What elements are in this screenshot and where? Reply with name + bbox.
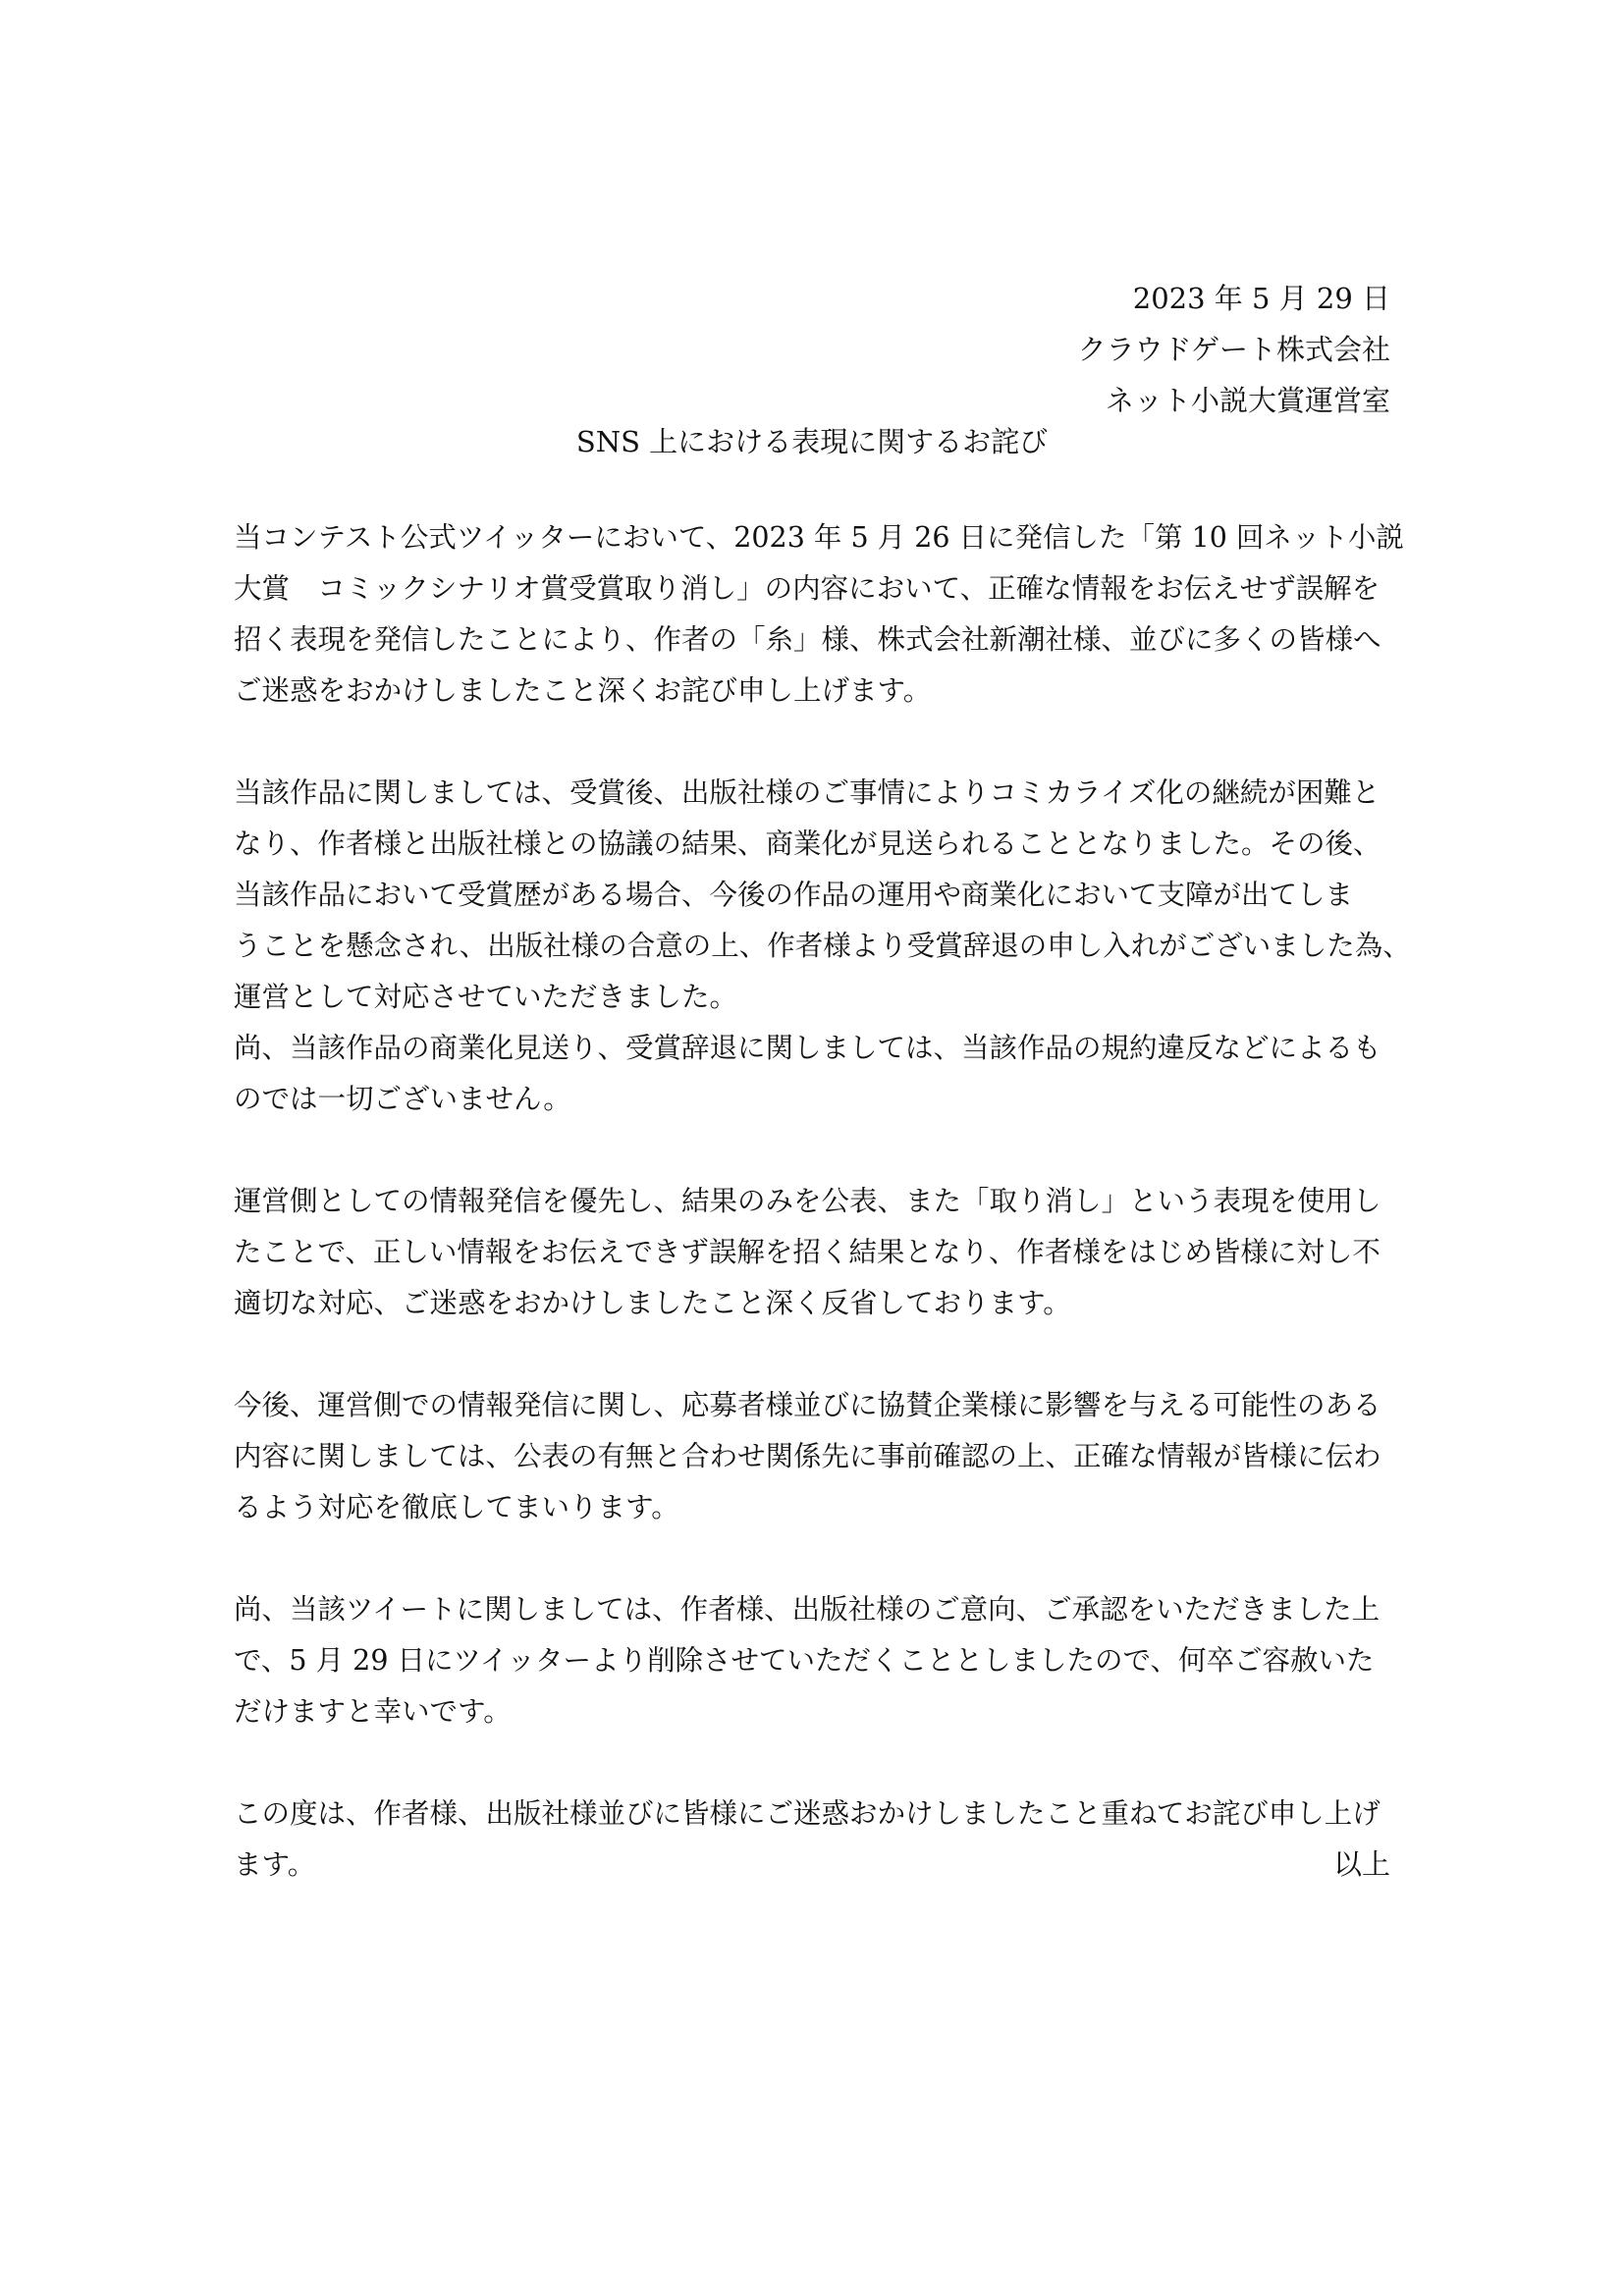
body-line: なり、作者様と出版社様との協議の結果、商業化が見送られることとなりました。その後、 (234, 828, 1381, 860)
body-line: ます。 (234, 1848, 316, 1881)
department-name: ネット小説大賞運営室 (1105, 384, 1390, 417)
issue-date: 2023 年 5 月 29 日 (1132, 282, 1390, 315)
document-body (234, 512, 1411, 1891)
body-line: ご迷惑をおかけしましたこと深くお詫び申し上げます。 (234, 674, 932, 707)
body-line: のでは一切ございません。 (234, 1083, 571, 1115)
body-line: うことを懸念され、出版社様の合意の上、作者様より受賞辞退の申し入れがございました為、 (234, 930, 1411, 962)
body-line: 当該作品において受賞歴がある場合、今後の作品の運用や商業化において支障が出てしま (234, 879, 1354, 911)
paragraph-apology (234, 512, 1404, 717)
body-line: 大賞 コミックシナリオ賞受賞取り消し」の内容において、正確な情報をお伝えせず誤解を (234, 572, 1380, 605)
body-line: たことで、正しい情報をお伝えできず誤解を招く結果となり、作者様をはじめ皆様に対し不 (234, 1236, 1380, 1268)
body-line: 尚、当該ツイートに関しましては、作者様、出版社様のご意向、ご承認をいただきました上 (234, 1593, 1380, 1626)
letter-header (1078, 273, 1390, 426)
body-line: この度は、作者様、出版社様並びに皆様にご迷惑おかけしましたこと重ねてお詫び申し上げ (234, 1797, 1380, 1830)
body-line: 適切な対応、ご迷惑をおかけしましたこと深く反省しております。 (234, 1287, 1071, 1319)
paragraph-final-apology (234, 1789, 1392, 1891)
paragraph-background (234, 768, 1411, 1125)
body-line: 招く表現を発信したことにより、作者の「糸」様、株式会社新潮社様、並びに多くの皆様へ (234, 623, 1381, 656)
document-title: SNS 上における表現に関するお詫び (575, 425, 1049, 458)
body-line: るよう対応を徹底してまいります。 (234, 1491, 679, 1523)
closing-mark: 以上 (1332, 1847, 1390, 1881)
paragraph-tweet-deletion (234, 1584, 1392, 1737)
body-line: で、5 月 29 日にツイッターより削除させていただくこととしましたので、何卒ご容赦いた (234, 1644, 1375, 1677)
body-line: 今後、運営側での情報発信に関し、応募者様並びに協賛企業様に影響を与える可能性のある (234, 1389, 1381, 1421)
paragraph-reflection (234, 1176, 1392, 1329)
body-line: 当該作品に関しましては、受賞後、出版社様のご事情によりコミカライズ化の継続が困難と (234, 776, 1380, 809)
paragraph-future-measures (234, 1380, 1392, 1533)
body-line: 当コンテスト公式ツイッターにおいて、2023 年 5 月 26 日に発信した「第 10 回ネット小説 (234, 521, 1404, 554)
body-line: 運営側としての情報発信を優先し、結果のみを公表、また「取り消し」という表現を使用し (234, 1185, 1381, 1217)
body-line: 尚、当該作品の商業化見送り、受賞辞退に関しましては、当該作品の規約違反などによるも (234, 1032, 1381, 1064)
company-name: クラウドゲート株式会社 (1077, 333, 1390, 366)
body-line: 内容に関しましては、公表の有無と合わせ関係先に事前確認の上、正確な情報が皆様に伝わ (234, 1440, 1381, 1472)
body-line: 運営として対応させていただきました。 (234, 981, 738, 1013)
body-line: だけますと幸いです。 (234, 1695, 512, 1728)
